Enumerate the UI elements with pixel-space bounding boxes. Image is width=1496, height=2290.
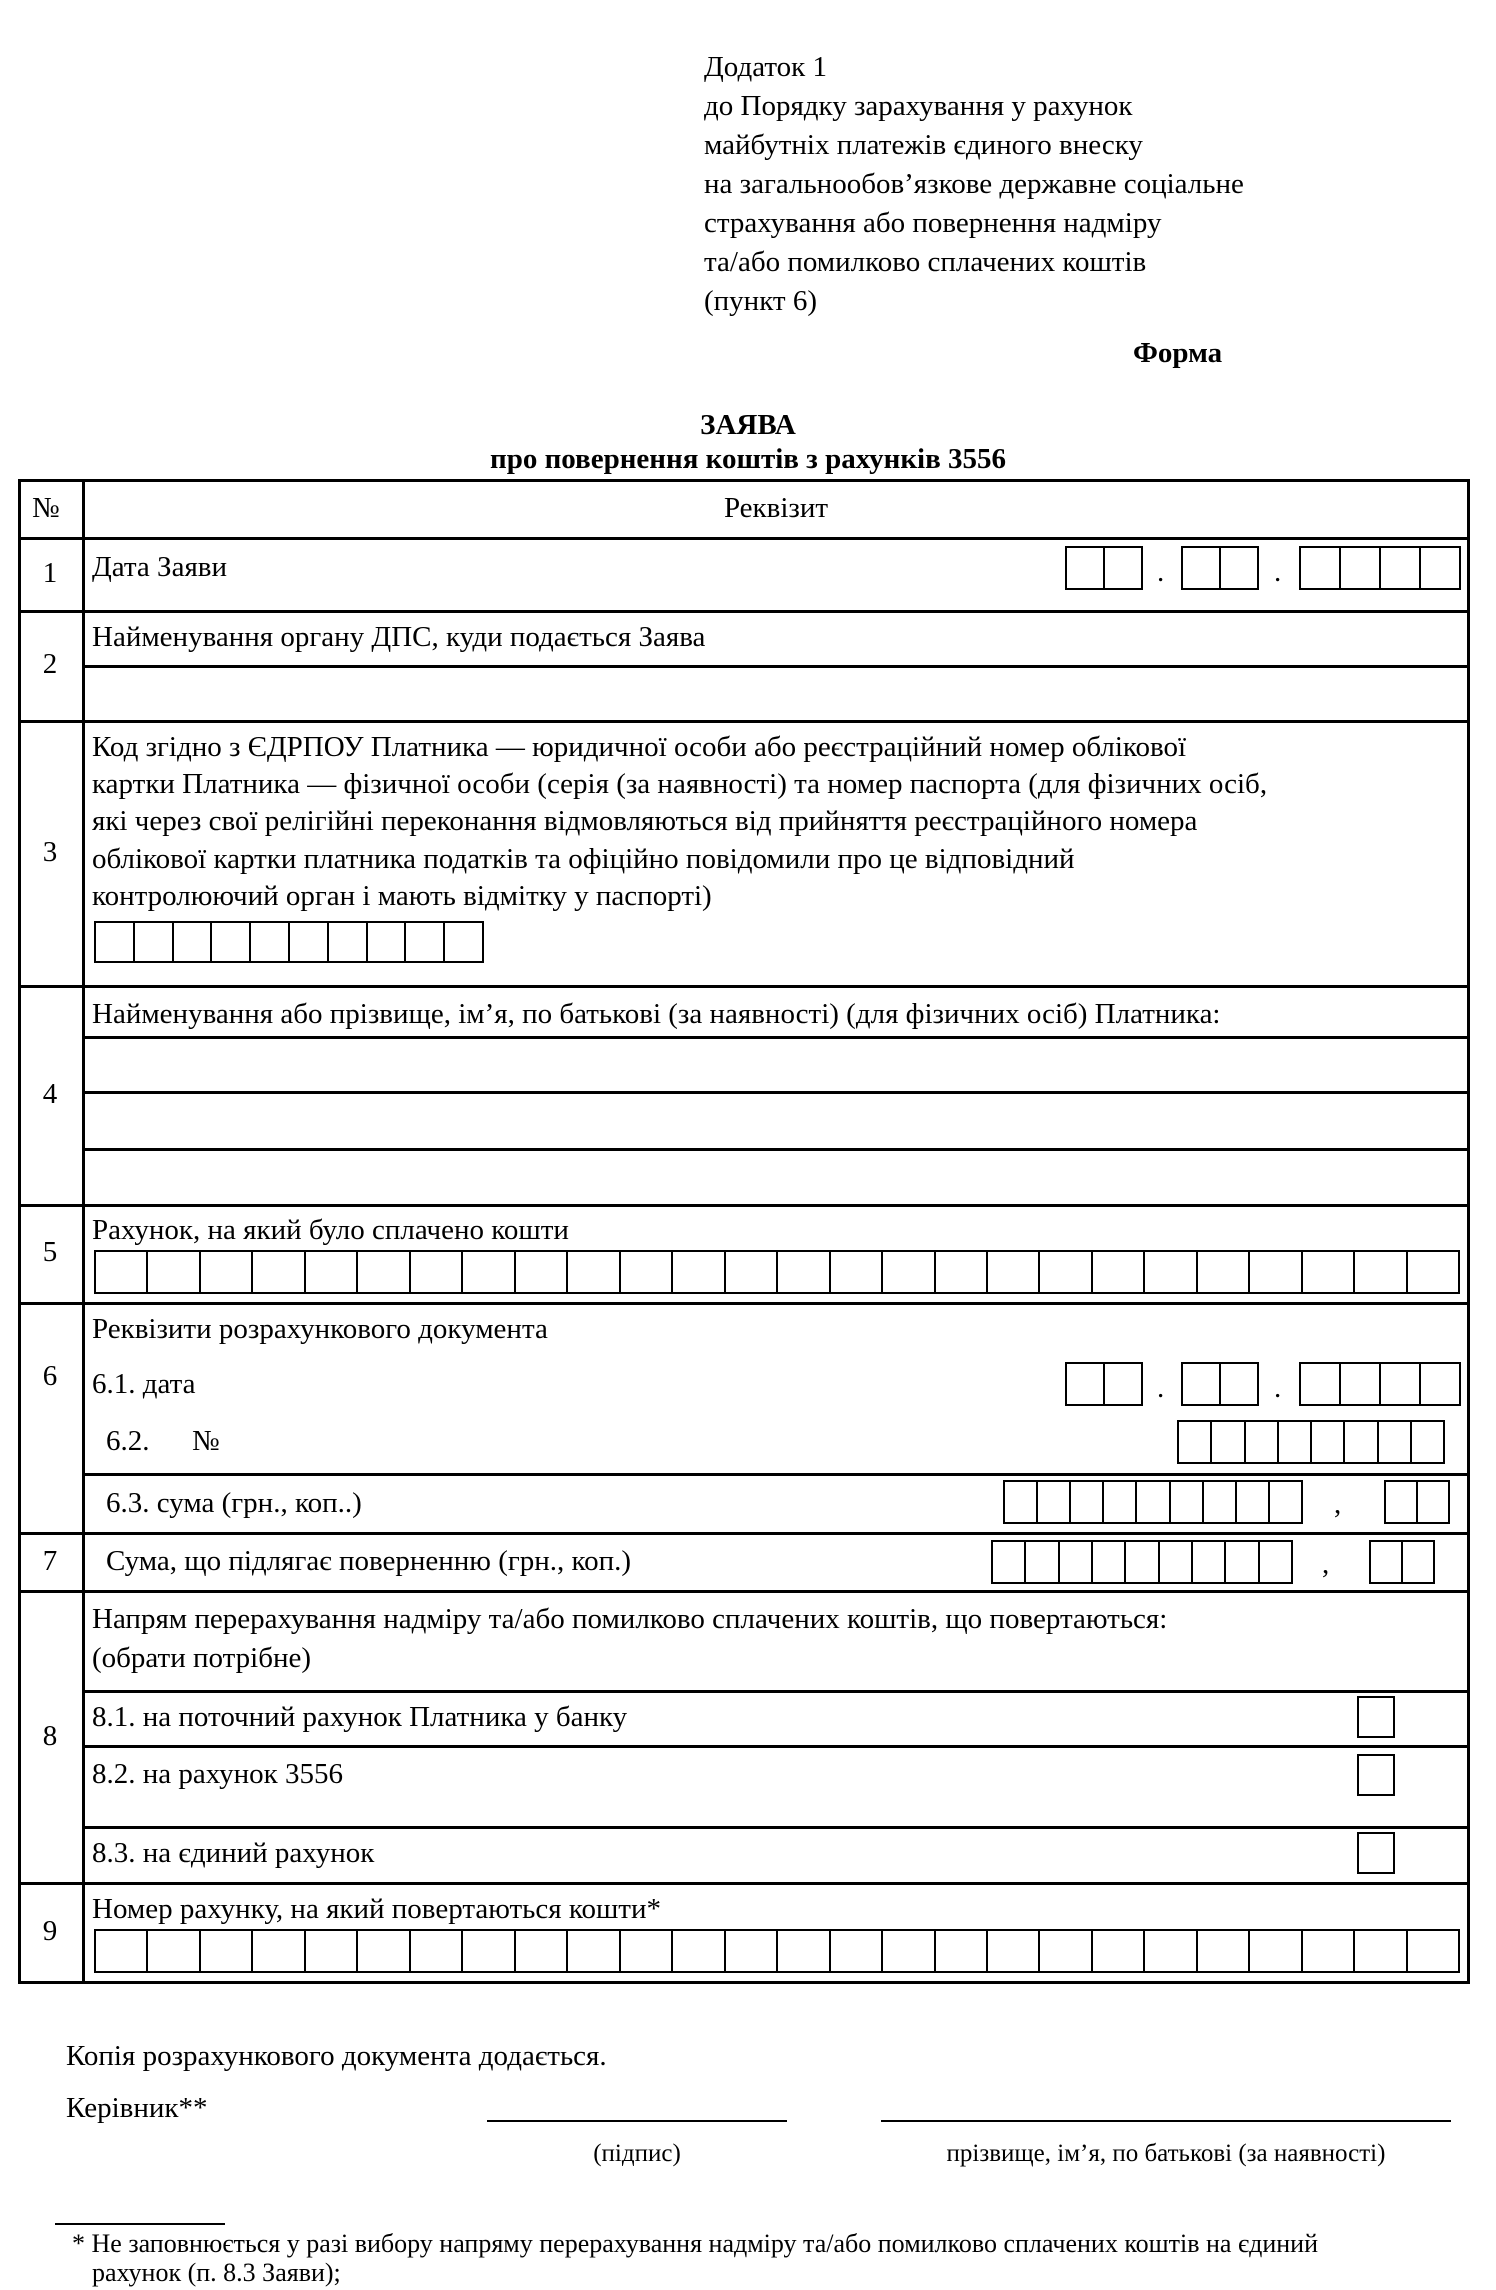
account-digit-cell[interactable]	[411, 1252, 463, 1292]
account-digit-cell[interactable]	[1145, 1931, 1197, 1971]
refund-amount-label: Сума, що підлягає поверненню (грн., коп.)	[106, 1545, 632, 1577]
application-year-field[interactable]	[1299, 546, 1461, 590]
account-digit-cell[interactable]	[306, 1931, 358, 1971]
table-rule	[18, 1882, 1470, 1885]
account-digit-cell[interactable]	[253, 1252, 305, 1292]
account-digit-cell[interactable]	[726, 1252, 778, 1292]
document-amount-label: 6.3. сума (грн., коп..)	[106, 1487, 362, 1519]
account-digit-cell[interactable]	[516, 1252, 568, 1292]
application-month-field[interactable]	[1181, 546, 1259, 590]
date-separator: .	[1157, 1372, 1165, 1404]
account-digit-cell[interactable]	[1040, 1252, 1092, 1292]
account-digit-cell[interactable]	[1145, 1252, 1197, 1292]
payer-name-line-2[interactable]	[86, 1095, 1466, 1147]
account-digit-cell[interactable]	[1198, 1931, 1250, 1971]
account-digit-cell[interactable]	[621, 1252, 673, 1292]
option-account-3556-label: 8.2. на рахунок 3556	[92, 1758, 344, 1790]
paid-account-label: Рахунок, на який було сплачено кошти	[92, 1214, 569, 1246]
account-digit-cell[interactable]	[96, 1252, 148, 1292]
table-subrule	[82, 1826, 1470, 1829]
account-digit-cell[interactable]	[568, 1931, 620, 1971]
payer-code-label-line: картки Платника — фізичної особи (серія (за наявності) та номер паспорта (для фізичних осіб,	[92, 768, 1268, 800]
document-month-field[interactable]	[1181, 1362, 1259, 1406]
decimal-comma: ,	[1322, 1548, 1330, 1580]
table-rule	[18, 1981, 1470, 1984]
appendix-line: майбутніх платежів єдиного внеску	[704, 129, 1143, 161]
appendix-line: до Порядку зарахування у рахунок	[704, 90, 1133, 122]
full-name-line[interactable]	[881, 2120, 1451, 2122]
document-day-field[interactable]	[1065, 1362, 1143, 1406]
account-digit-cell[interactable]	[1093, 1252, 1145, 1292]
account-digit-cell[interactable]	[148, 1931, 200, 1971]
footnote-separator	[55, 2223, 225, 2225]
account-digit-cell[interactable]	[831, 1931, 883, 1971]
application-day-field[interactable]	[1065, 546, 1143, 590]
refund-amount-kop-field[interactable]	[1369, 1540, 1435, 1584]
account-digit-cell[interactable]	[1198, 1252, 1250, 1292]
payer-code-label-line: контролюючий орган і мають відмітку у паспорті)	[92, 880, 712, 912]
option-current-account-label: 8.1. на поточний рахунок Платника у банку	[92, 1701, 628, 1733]
table-subrule	[82, 1091, 1470, 1094]
appendix-line: та/або помилково сплачених коштів	[704, 246, 1147, 278]
header-requisite: Реквізит	[723, 492, 829, 524]
account-digit-cell[interactable]	[306, 1252, 358, 1292]
table-rule	[18, 1302, 1470, 1305]
document-number-label: 6.2.	[106, 1425, 150, 1457]
paid-account-field[interactable]	[94, 1250, 1460, 1294]
account-digit-cell[interactable]	[621, 1931, 673, 1971]
refund-account-label: Номер рахунку, на який повертаються кошти*	[92, 1893, 661, 1925]
table-border-right	[1467, 479, 1470, 1984]
table-subrule	[82, 1473, 1470, 1476]
account-digit-cell[interactable]	[201, 1931, 253, 1971]
document-amount-uah-field[interactable]	[1003, 1480, 1303, 1524]
table-border-left	[18, 479, 21, 1984]
row-number: 4	[42, 1078, 58, 1110]
transfer-direction-label: Напрям перерахування надміру та/або помилково сплачених коштів, що повертаються:	[92, 1603, 1168, 1635]
account-digit-cell[interactable]	[253, 1931, 305, 1971]
document-year-field[interactable]	[1299, 1362, 1461, 1406]
account-digit-cell[interactable]	[883, 1252, 935, 1292]
appendix-note	[704, 48, 1244, 321]
table-subrule	[82, 665, 1470, 668]
account-digit-cell[interactable]	[516, 1931, 568, 1971]
table-rule	[18, 1590, 1470, 1593]
table-subrule	[82, 1690, 1470, 1693]
footnote-line: рахунок (п. 8.3 Заяви);	[92, 2258, 341, 2287]
account-digit-cell[interactable]	[936, 1931, 988, 1971]
payer-name-line-3[interactable]	[86, 1152, 1466, 1203]
account-digit-cell[interactable]	[726, 1931, 778, 1971]
full-name-caption: прізвище, ім’я, по батькові (за наявності)	[946, 2140, 1386, 2167]
row-number: 2	[42, 648, 58, 680]
appendix-line: Додаток 1	[704, 51, 827, 83]
footnote-line: * Не заповнюється у разі вибору напряму перерахування надміру та/або помилково сплачених коштів на єдиний	[72, 2229, 1319, 2258]
row-number: 5	[42, 1236, 58, 1268]
account-digit-cell[interactable]	[411, 1931, 463, 1971]
account-digit-cell[interactable]	[1250, 1252, 1302, 1292]
row-number: 3	[42, 836, 58, 868]
table-rule	[18, 720, 1470, 723]
number-sign: №	[192, 1425, 220, 1457]
table-column-divider	[82, 479, 85, 1984]
option-single-account-checkbox[interactable]	[1357, 1832, 1395, 1874]
table-rule	[18, 610, 1470, 613]
account-digit-cell[interactable]	[883, 1931, 935, 1971]
decimal-comma: ,	[1334, 1488, 1342, 1520]
table-rule	[18, 985, 1470, 988]
tax-authority-field[interactable]	[86, 669, 1466, 719]
account-digit-cell[interactable]	[936, 1252, 988, 1292]
table-rule	[18, 479, 1470, 482]
row-number: 1	[42, 557, 58, 589]
payer-code-label-line: Код згідно з ЄДРПОУ Платника — юридичної особи або реєстраційний номер облікової	[92, 731, 1187, 763]
appendix-line: (пункт 6)	[704, 285, 817, 317]
table-rule	[18, 1532, 1470, 1535]
document-amount-kop-field[interactable]	[1384, 1480, 1450, 1524]
form-label: Форма	[1133, 337, 1223, 369]
account-digit-cell[interactable]	[358, 1252, 410, 1292]
signatory-role: Керівник**	[66, 2092, 208, 2124]
payer-code-field[interactable]	[94, 921, 484, 963]
date-separator: .	[1157, 556, 1165, 588]
account-digit-cell[interactable]	[568, 1252, 620, 1292]
account-digit-cell[interactable]	[988, 1931, 1040, 1971]
table-subrule	[82, 1745, 1470, 1748]
account-digit-cell[interactable]	[463, 1931, 515, 1971]
signature-caption: (підпис)	[593, 2140, 681, 2167]
account-digit-cell[interactable]	[1250, 1931, 1302, 1971]
account-digit-cell[interactable]	[358, 1931, 410, 1971]
row-number: 9	[42, 1915, 58, 1947]
attachment-note: Копія розрахункового документа додається.	[66, 2040, 607, 2072]
payer-name-line-1[interactable]	[86, 1040, 1466, 1090]
account-digit-cell[interactable]	[1303, 1252, 1355, 1292]
document-date-label: 6.1. дата	[92, 1368, 196, 1400]
payer-name-label: Найменування або прізвище, ім’я, по батькові (за наявності) (для фізичних осіб) Платника:	[92, 998, 1221, 1030]
account-digit-cell[interactable]	[831, 1252, 883, 1292]
row-number: 6	[42, 1360, 58, 1392]
account-digit-cell[interactable]	[1408, 1252, 1458, 1292]
account-digit-cell[interactable]	[148, 1252, 200, 1292]
appendix-line: на загальнообов’язкове державне соціальне	[704, 168, 1244, 200]
table-subrule	[82, 1148, 1470, 1151]
option-account-3556-checkbox[interactable]	[1357, 1754, 1395, 1796]
account-digit-cell[interactable]	[1040, 1931, 1092, 1971]
account-digit-cell[interactable]	[673, 1252, 725, 1292]
date-separator: .	[1274, 1372, 1282, 1404]
option-single-account-label: 8.3. на єдиний рахунок	[92, 1837, 375, 1869]
account-digit-cell[interactable]	[1355, 1252, 1407, 1292]
account-digit-cell[interactable]	[988, 1252, 1040, 1292]
account-digit-cell[interactable]	[778, 1252, 830, 1292]
document-number-field[interactable]	[1177, 1420, 1445, 1464]
appendix-line: страхування або повернення надміру	[704, 207, 1162, 239]
account-digit-cell[interactable]	[1408, 1931, 1458, 1971]
payer-code-label-line: які через свої релігійні переконання відмовляються від прийняття реєстраційного номера	[92, 805, 1198, 837]
table-rule	[18, 537, 1470, 540]
account-digit-cell[interactable]	[463, 1252, 515, 1292]
tax-authority-label: Найменування органу ДПС, куди подається Заява	[92, 621, 706, 653]
payer-code-label-line: облікової картки платника податків та офіційно повідомили про це відповідний	[92, 843, 1075, 875]
document-subtitle: про повернення коштів з рахунків 3556	[489, 443, 1006, 475]
table-rule	[18, 1204, 1470, 1207]
row-number: 7	[42, 1545, 58, 1577]
account-digit-cell[interactable]	[778, 1931, 830, 1971]
header-number: №	[32, 492, 60, 524]
date-separator: .	[1274, 556, 1282, 588]
account-digit-cell[interactable]	[673, 1931, 725, 1971]
table-subrule	[82, 1036, 1470, 1039]
document-title: ЗАЯВА	[700, 409, 796, 441]
signature-line[interactable]	[487, 2120, 787, 2122]
refund-account-field[interactable]	[94, 1929, 1460, 1973]
transfer-direction-hint: (обрати потрібне)	[92, 1642, 312, 1674]
account-digit-cell[interactable]	[201, 1252, 253, 1292]
account-digit-cell[interactable]	[1303, 1931, 1355, 1971]
account-digit-cell[interactable]	[1355, 1931, 1407, 1971]
option-current-account-checkbox[interactable]	[1357, 1696, 1395, 1738]
application-date-label: Дата Заяви	[92, 551, 228, 583]
account-digit-cell[interactable]	[96, 1931, 148, 1971]
payment-document-label: Реквізити розрахункового документа	[92, 1313, 548, 1345]
row-number: 8	[42, 1720, 58, 1752]
refund-amount-uah-field[interactable]	[991, 1540, 1293, 1584]
account-digit-cell[interactable]	[1093, 1931, 1145, 1971]
